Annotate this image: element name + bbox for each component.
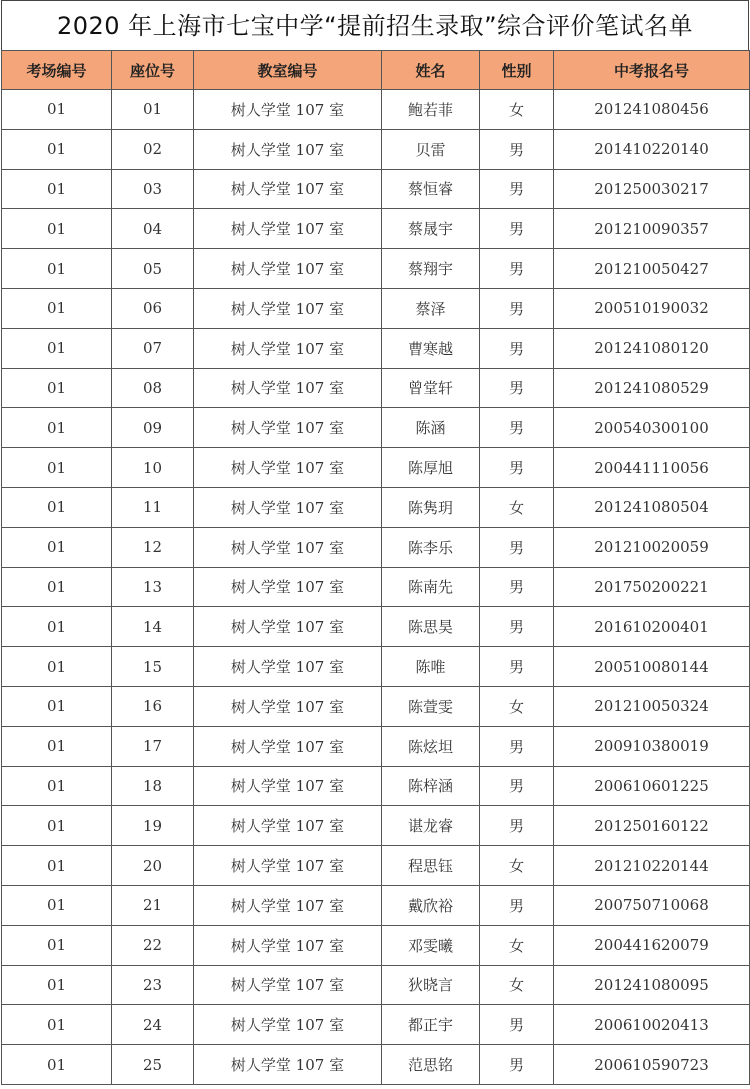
table-row xyxy=(2,647,750,687)
cell-registration-number: 201241080095 xyxy=(554,965,750,1005)
cell-seat: 10 xyxy=(112,448,194,488)
cell-exam-room: 01 xyxy=(2,567,112,607)
cell-registration-number: 201610200401 xyxy=(554,607,750,647)
cell-seat: 16 xyxy=(112,686,194,726)
cell-gender: 男 xyxy=(480,408,554,448)
col-header-exam-room: 考场编号 xyxy=(2,51,112,90)
table-row xyxy=(2,448,750,488)
cell-registration-number: 200750710068 xyxy=(554,885,750,925)
cell-gender: 男 xyxy=(480,209,554,249)
cell-seat: 09 xyxy=(112,408,194,448)
table-row xyxy=(2,408,750,448)
cell-exam-room: 01 xyxy=(2,368,112,408)
cell-seat: 18 xyxy=(112,766,194,806)
cell-registration-number: 201750200221 xyxy=(554,567,750,607)
cell-classroom: 树人学堂 107 室 xyxy=(194,567,382,607)
cell-classroom: 树人学堂 107 室 xyxy=(194,209,382,249)
cell-exam-room: 01 xyxy=(2,169,112,209)
cell-classroom: 树人学堂 107 室 xyxy=(194,288,382,328)
cell-exam-room: 01 xyxy=(2,885,112,925)
cell-registration-number: 200441620079 xyxy=(554,925,750,965)
cell-classroom: 树人学堂 107 室 xyxy=(194,726,382,766)
cell-classroom: 树人学堂 107 室 xyxy=(194,90,382,130)
cell-exam-room: 01 xyxy=(2,527,112,567)
cell-gender: 男 xyxy=(480,527,554,567)
cell-seat: 06 xyxy=(112,288,194,328)
cell-name: 陈萱雯 xyxy=(382,686,480,726)
cell-exam-room: 01 xyxy=(2,965,112,1005)
cell-exam-room: 01 xyxy=(2,726,112,766)
cell-seat: 04 xyxy=(112,209,194,249)
cell-name: 曾堂轩 xyxy=(382,368,480,408)
cell-seat: 24 xyxy=(112,1005,194,1045)
candidate-table xyxy=(1,50,750,1085)
cell-classroom: 树人学堂 107 室 xyxy=(194,368,382,408)
cell-seat: 08 xyxy=(112,368,194,408)
cell-classroom: 树人学堂 107 室 xyxy=(194,647,382,687)
cell-gender: 女 xyxy=(480,965,554,1005)
cell-registration-number: 201210090357 xyxy=(554,209,750,249)
cell-name: 贝雷 xyxy=(382,129,480,169)
cell-gender: 男 xyxy=(480,1005,554,1045)
table-row xyxy=(2,1045,750,1085)
cell-name: 程思钰 xyxy=(382,846,480,886)
cell-name: 陈思昊 xyxy=(382,607,480,647)
page-title: 2020 年上海市七宝中学“提前招生录取”综合评价笔试名单 xyxy=(1,0,749,50)
col-header-registration-number: 中考报名号 xyxy=(554,51,750,90)
cell-exam-room: 01 xyxy=(2,925,112,965)
cell-classroom: 树人学堂 107 室 xyxy=(194,448,382,488)
cell-classroom: 树人学堂 107 室 xyxy=(194,686,382,726)
cell-name: 狄晓言 xyxy=(382,965,480,1005)
cell-name: 陈涵 xyxy=(382,408,480,448)
cell-gender: 女 xyxy=(480,90,554,130)
cell-classroom: 树人学堂 107 室 xyxy=(194,885,382,925)
cell-name: 蔡翔宇 xyxy=(382,249,480,289)
cell-name: 邓雯曦 xyxy=(382,925,480,965)
cell-name: 谌龙睿 xyxy=(382,806,480,846)
cell-classroom: 树人学堂 107 室 xyxy=(194,527,382,567)
cell-gender: 男 xyxy=(480,806,554,846)
table-row xyxy=(2,487,750,527)
cell-exam-room: 01 xyxy=(2,408,112,448)
table-row xyxy=(2,328,750,368)
cell-registration-number: 201210050427 xyxy=(554,249,750,289)
cell-gender: 男 xyxy=(480,129,554,169)
cell-registration-number: 200540300100 xyxy=(554,408,750,448)
table-row xyxy=(2,209,750,249)
table-row xyxy=(2,249,750,289)
cell-gender: 女 xyxy=(480,925,554,965)
cell-seat: 23 xyxy=(112,965,194,1005)
cell-classroom: 树人学堂 107 室 xyxy=(194,925,382,965)
cell-name: 戴欣裕 xyxy=(382,885,480,925)
cell-gender: 男 xyxy=(480,169,554,209)
cell-seat: 11 xyxy=(112,487,194,527)
cell-exam-room: 01 xyxy=(2,607,112,647)
table-row xyxy=(2,129,750,169)
header-row xyxy=(2,51,750,90)
cell-exam-room: 01 xyxy=(2,806,112,846)
cell-classroom: 树人学堂 107 室 xyxy=(194,1005,382,1045)
cell-name: 范思铭 xyxy=(382,1045,480,1085)
cell-classroom: 树人学堂 107 室 xyxy=(194,806,382,846)
table-row xyxy=(2,965,750,1005)
cell-seat: 05 xyxy=(112,249,194,289)
cell-registration-number: 201210220144 xyxy=(554,846,750,886)
table-row xyxy=(2,288,750,328)
cell-registration-number: 201250160122 xyxy=(554,806,750,846)
cell-registration-number: 200910380019 xyxy=(554,726,750,766)
table-body xyxy=(2,90,750,1085)
cell-registration-number: 201241080456 xyxy=(554,90,750,130)
cell-seat: 20 xyxy=(112,846,194,886)
cell-gender: 男 xyxy=(480,607,554,647)
col-header-seat: 座位号 xyxy=(112,51,194,90)
table-row xyxy=(2,368,750,408)
cell-exam-room: 01 xyxy=(2,1005,112,1045)
cell-classroom: 树人学堂 107 室 xyxy=(194,766,382,806)
cell-name: 曹寒越 xyxy=(382,328,480,368)
cell-seat: 19 xyxy=(112,806,194,846)
table-row xyxy=(2,686,750,726)
cell-registration-number: 200610020413 xyxy=(554,1005,750,1045)
cell-gender: 男 xyxy=(480,328,554,368)
cell-registration-number: 201250030217 xyxy=(554,169,750,209)
cell-exam-room: 01 xyxy=(2,846,112,886)
cell-gender: 男 xyxy=(480,249,554,289)
table-row xyxy=(2,567,750,607)
cell-classroom: 树人学堂 107 室 xyxy=(194,408,382,448)
cell-seat: 02 xyxy=(112,129,194,169)
table-row xyxy=(2,607,750,647)
cell-name: 都正宇 xyxy=(382,1005,480,1045)
cell-registration-number: 200610601225 xyxy=(554,766,750,806)
cell-registration-number: 201210050324 xyxy=(554,686,750,726)
cell-exam-room: 01 xyxy=(2,288,112,328)
cell-registration-number: 200510190032 xyxy=(554,288,750,328)
cell-seat: 13 xyxy=(112,567,194,607)
cell-seat: 07 xyxy=(112,328,194,368)
cell-registration-number: 200610590723 xyxy=(554,1045,750,1085)
cell-gender: 女 xyxy=(480,846,554,886)
candidate-list-sheet xyxy=(1,0,749,1085)
cell-classroom: 树人学堂 107 室 xyxy=(194,249,382,289)
cell-gender: 男 xyxy=(480,647,554,687)
table-row xyxy=(2,766,750,806)
cell-seat: 25 xyxy=(112,1045,194,1085)
cell-seat: 01 xyxy=(112,90,194,130)
cell-name: 陈唯 xyxy=(382,647,480,687)
cell-registration-number: 201241080529 xyxy=(554,368,750,408)
table-row xyxy=(2,806,750,846)
cell-seat: 03 xyxy=(112,169,194,209)
col-header-classroom: 教室编号 xyxy=(194,51,382,90)
cell-exam-room: 01 xyxy=(2,90,112,130)
table-row xyxy=(2,885,750,925)
table-row xyxy=(2,925,750,965)
cell-classroom: 树人学堂 107 室 xyxy=(194,965,382,1005)
cell-name: 陈梓涵 xyxy=(382,766,480,806)
cell-name: 鲍若菲 xyxy=(382,90,480,130)
cell-seat: 22 xyxy=(112,925,194,965)
cell-gender: 男 xyxy=(480,567,554,607)
cell-gender: 男 xyxy=(480,766,554,806)
cell-seat: 21 xyxy=(112,885,194,925)
cell-seat: 15 xyxy=(112,647,194,687)
col-header-gender: 性别 xyxy=(480,51,554,90)
cell-seat: 12 xyxy=(112,527,194,567)
cell-classroom: 树人学堂 107 室 xyxy=(194,1045,382,1085)
cell-seat: 17 xyxy=(112,726,194,766)
cell-classroom: 树人学堂 107 室 xyxy=(194,328,382,368)
cell-registration-number: 200510080144 xyxy=(554,647,750,687)
cell-registration-number: 201241080504 xyxy=(554,487,750,527)
cell-exam-room: 01 xyxy=(2,448,112,488)
cell-gender: 男 xyxy=(480,288,554,328)
cell-registration-number: 200441110056 xyxy=(554,448,750,488)
table-header xyxy=(2,51,750,90)
cell-seat: 14 xyxy=(112,607,194,647)
cell-name: 陈李乐 xyxy=(382,527,480,567)
cell-name: 陈厚旭 xyxy=(382,448,480,488)
cell-gender: 男 xyxy=(480,885,554,925)
table-row xyxy=(2,1005,750,1045)
col-header-name: 姓名 xyxy=(382,51,480,90)
cell-name: 蔡泽 xyxy=(382,288,480,328)
cell-gender: 男 xyxy=(480,1045,554,1085)
cell-exam-room: 01 xyxy=(2,766,112,806)
cell-registration-number: 201241080120 xyxy=(554,328,750,368)
table-row xyxy=(2,726,750,766)
cell-gender: 男 xyxy=(480,448,554,488)
cell-registration-number: 201210020059 xyxy=(554,527,750,567)
cell-classroom: 树人学堂 107 室 xyxy=(194,169,382,209)
cell-exam-room: 01 xyxy=(2,129,112,169)
cell-classroom: 树人学堂 107 室 xyxy=(194,487,382,527)
cell-registration-number: 201410220140 xyxy=(554,129,750,169)
cell-exam-room: 01 xyxy=(2,487,112,527)
cell-gender: 女 xyxy=(480,487,554,527)
cell-classroom: 树人学堂 107 室 xyxy=(194,607,382,647)
cell-gender: 男 xyxy=(480,368,554,408)
cell-name: 蔡晟宇 xyxy=(382,209,480,249)
cell-gender: 女 xyxy=(480,686,554,726)
cell-exam-room: 01 xyxy=(2,686,112,726)
cell-classroom: 树人学堂 107 室 xyxy=(194,846,382,886)
cell-exam-room: 01 xyxy=(2,209,112,249)
table-row xyxy=(2,169,750,209)
cell-name: 蔡恒睿 xyxy=(382,169,480,209)
cell-name: 陈炫坦 xyxy=(382,726,480,766)
cell-gender: 男 xyxy=(480,726,554,766)
cell-name: 陈南先 xyxy=(382,567,480,607)
cell-exam-room: 01 xyxy=(2,249,112,289)
table-row xyxy=(2,527,750,567)
cell-exam-room: 01 xyxy=(2,1045,112,1085)
table-row xyxy=(2,846,750,886)
cell-classroom: 树人学堂 107 室 xyxy=(194,129,382,169)
table-row xyxy=(2,90,750,130)
cell-exam-room: 01 xyxy=(2,328,112,368)
cell-exam-room: 01 xyxy=(2,647,112,687)
cell-name: 陈隽玥 xyxy=(382,487,480,527)
